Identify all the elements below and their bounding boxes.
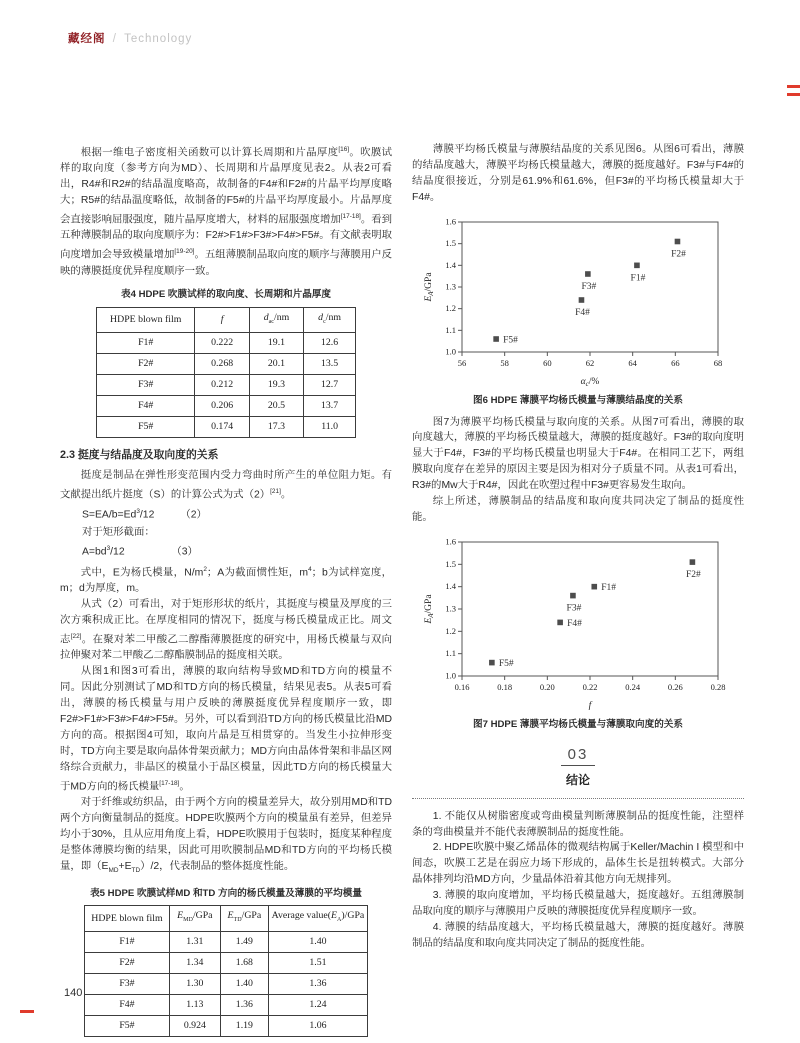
svg-text:66: 66 [671,357,680,368]
conclusion-title: 结论 [565,772,590,787]
table5-col-emd: $E_{MD}$/GPa [169,906,220,932]
svg-text:58: 58 [500,357,509,368]
svg-text:1.5: 1.5 [445,558,456,569]
table-cell: 1.19 [220,1015,268,1036]
table-cell: 20.1 [249,354,303,375]
table4-col-film: HDPE blown film [97,307,195,333]
table-cell: 0.212 [195,375,249,396]
table-row [85,974,368,995]
table4-caption: 表4 HDPE 吹膜试样的取向度、长周期和片晶厚度 [120,288,331,300]
paragraph-orientation-modulus: 图7为薄膜平均杨氏模量与取向度的关系。从图7可看出，薄膜的取向度越大，薄膜的平均杨氏模量越大，薄膜的挺度越好。F3#的取向度明显大于F4#，F3#的平均杨氏模量也明显大于F4#。在相同工艺下，两组膜取向度存在差异的原因主要是因为相对分子质量不同。从表1可看出，R3#的Mw大于R4#，因此在吹塑过程中F3#更容易发生取向。 [412,416,744,492]
table-cell: 1.24 [268,994,367,1015]
page-header [68,30,192,46]
table-cell: F4# [85,994,170,1015]
table-cell: 0.268 [195,354,249,375]
svg-text:f: f [588,700,592,711]
svg-text:1.4: 1.4 [445,259,456,270]
header-section-label: Technology [124,33,193,45]
page-number: 140 [64,987,83,999]
table-cell: F2# [85,953,170,974]
data-point-label: F2# [671,249,686,260]
data-point-F3 [585,271,591,277]
paragraph-formula-symbols: 式中，E为杨氏模量，$N/m^2$；A为截面惯性矩，$m^4$；b为试样宽度，m；d为厚度，m。 [60,565,392,595]
section-2-3-heading: 2.3 挺度与结晶度及取向度的关系 [60,448,219,461]
table5-col-etd: $E_{TD}$/GPa [220,906,268,932]
table-cell: 1.51 [268,953,367,974]
svg-text:EA/GPa: $E_A$/GPa [424,594,435,624]
table5-modulus-data [84,905,368,1036]
svg-text:1.2: 1.2 [445,625,456,636]
svg-text:62: 62 [585,357,595,368]
table-row [85,932,368,953]
table-cell: 1.30 [169,974,220,995]
table-cell: 20.5 [249,396,303,417]
table5-header-row [85,906,368,932]
table-row [85,994,368,1015]
paragraph-stiffness-modulus: 从式（2）可看出，对于矩形形状的纸片，其挺度与模量及厚度的三次方乘积成正比。在厚度相同的情况下，挺度与杨氏模量成正比。周文志[22]。在聚对苯二甲酸乙二醇酯薄膜挺度的研究中，用杨氏模量与双向拉伸聚对苯二甲酸乙二醇酯膜制品的挺度相关联。 [60,599,393,662]
svg-text:60: 60 [543,357,552,368]
table4-col-f: f [195,307,249,333]
table-cell: 1.13 [169,994,220,1015]
data-point-F2 [675,238,681,244]
figure6 [412,212,744,409]
table-row [97,354,356,375]
dotted-rule [412,798,744,799]
table-row [85,1015,368,1036]
paragraph-stiffness-definition: 挺度是制品在弹性形变范围内受力弯曲时所产生的单位阻力矩。有文献提出纸片挺度（S）的计算公式为式（2）[21]。 [60,469,392,501]
table-cell: 0.924 [169,1015,220,1036]
svg-text:αc/%: $\alpha_c/\%$ [580,376,600,388]
table-cell: 1.36 [268,974,367,995]
paragraph-md-td-modulus: 从图1和图3可看出，薄膜的取向结构导致MD和TD方向的模量不同。因此分别测试了MD和TD方向的杨氏模量，结果见表5。从表5可看出，薄膜的杨氏模量与用户反映的薄膜挺度优异程度顺序一致，即F2#>F1#>F3#>F4#>F5#。另外，可以看到沿TD方向的杨氏模量比沿MD方向的高。根据图4可知，取向片晶是互相贯穿的。当发生小拉伸形变时，TD方向主要是取向晶体骨架贡献力；MD方向由晶体骨架和非晶区网络综合贡献力，非晶区的模量小于晶区模量，因此TD方向的杨氏模量大于MD方向的杨氏模量[17-18]。 [60,666,392,792]
data-point-F1 [634,262,640,268]
table-cell: 17.3 [249,417,303,438]
data-point-F3 [570,593,576,599]
table-cell: 1.40 [268,932,367,953]
table-cell: 1.34 [169,953,220,974]
figure6-scatter-plot [420,212,736,392]
table-cell: 0.222 [195,333,249,354]
conclusion-item-4: 4. 薄膜的结晶度越大，平均杨氏模量越大，薄膜的挺度越好。薄膜制品的结晶度和取向度共同决定了制品的挺度性能。 [412,921,744,949]
paragraph-average-modulus: 对于纤维或纺织品，由于两个方向的模量差异大，故分别用MD和TD两个方向衡量制品的挺度。HDPE吹膜两个方向的模量虽有差异，但差异均小于30%，且从应用角度上看，HDPE吹膜用于包装时，挺度某种程度是整体薄膜均衡的结果，因此可用吹膜制品MD和TD方向的平均杨氏模量，即$(E_{MD}+E_{TD})/2$，代表制品的整体挺度性能。 [60,796,392,874]
svg-text:68: 68 [713,357,723,368]
paragraph-summary: 综上所述，薄膜制品的结晶度和取向度共同决定了制品的挺度性能。 [412,496,744,523]
svg-text:0.28: 0.28 [710,681,726,692]
svg-text:64: 64 [628,357,637,368]
table-cell: 12.7 [304,375,356,396]
table4-orientation-data [96,307,356,438]
data-point-F5 [489,660,495,666]
table-cell: F5# [85,1015,170,1036]
table-cell: 13.7 [304,396,356,417]
right-column [412,142,744,952]
table-row [97,375,356,396]
svg-text:0.22: 0.22 [582,681,598,692]
table-cell: 13.5 [304,354,356,375]
figure7-scatter-plot [420,532,736,716]
table-cell: F3# [85,974,170,995]
page-edge-marker-top-1 [787,85,800,88]
svg-text:1.5: 1.5 [445,237,456,248]
figure6-caption: 图6 HDPE 薄膜平均杨氏模量与薄膜结晶度的关系 [472,394,683,406]
table4-col-dc: $d_c/nm$ [304,307,356,333]
data-point-label: F2# [686,569,701,580]
table-cell: 1.49 [220,932,268,953]
data-point-label: F3# [581,281,597,292]
paragraph-crystallinity-modulus: 薄膜平均杨氏模量与薄膜结晶度的关系见图6。从图6可看出，薄膜的结晶度越大，薄膜平均杨氏模量越大，薄膜的挺度越好。F3#与F4#的结晶度很接近，分别是61.9%和61.6%，但F3#的平均杨氏模量却大于F4#。 [412,144,744,203]
table-cell: 1.40 [220,974,268,995]
svg-text:56: 56 [457,357,467,368]
conclusion-item-1: 1. 不能仅从树脂密度或弯曲模量判断薄膜制品的挺度性能，注塑样条的弯曲模量并不能代表薄膜制品的挺度性能。 [412,810,744,838]
table-cell: 0.174 [195,417,249,438]
table-cell: F1# [97,333,195,354]
table5-body [85,932,368,1037]
page-edge-marker-bottom [20,1010,34,1013]
table-cell: F4# [97,396,195,417]
formula-intro-text: 对于矩形截面： [82,526,155,538]
data-point-label: F4# [567,618,582,629]
formula-2: $S=EA/b=Ed^3/12$ （2） [82,508,207,521]
table4-header-row [97,307,356,333]
data-point-F4 [557,619,563,625]
data-point-F5 [493,336,499,342]
brand-title: 藏经阁 [68,33,106,45]
table-cell: 1.31 [169,932,220,953]
conclusion-item-3: 3. 薄膜的取向度增加，平均杨氏模量越大，挺度越好。五组薄膜制品取向度的顺序与薄膜用户反映的薄膜挺度优异程度顺序一致。 [412,890,744,918]
svg-text:0.18: 0.18 [497,681,513,692]
svg-text:1.1: 1.1 [445,324,456,335]
svg-text:1.2: 1.2 [445,302,456,313]
table4-body [97,333,356,438]
formula-3: $A=bd^3/12$ （3） [82,545,198,558]
svg-text:1.0: 1.0 [445,670,456,681]
table-cell: F2# [97,354,195,375]
data-point-label: F4# [575,307,590,318]
page-edge-marker-top-2 [787,93,800,96]
svg-text:EA/GPa: $E_A$/GPa [424,272,435,302]
table-cell: 1.68 [220,953,268,974]
paragraph-orientation-results: 根据一维电子密度相关函数可以计算长周期和片晶厚度[16]。吹膜试样的取向度（参考方向为MD）、长周期和片晶厚度见表2。从表2可看出，R4#和R2#的结晶温度略高，故制备的F4#和F2#的片晶平均厚度略大；R5#的结晶温度略低，故制备的F5#的片晶平均厚度最小。片晶厚度会直接影响屈服强度，随片晶厚度增大，材料的屈服强度增加[17-18]。看到五种薄膜制品的取向度顺序为：F2#>F1#>F3#>F4#>F5#。有文献表明取向度增加会导致模量增加[19-20]。五组薄膜制品取向度的顺序与薄膜用户反映的薄膜挺度优异程度顺序一致。 [60,146,393,277]
table-row [97,396,356,417]
section-number: 03 [561,747,596,766]
header-separator: / [112,33,117,45]
table-cell: 12.6 [304,333,356,354]
table5-caption: 表5 HDPE 吹膜试样MD 和TD 方向的杨氏模量及薄膜的平均模量 [90,887,362,899]
data-point-label: F1# [630,272,646,283]
svg-text:0.24: 0.24 [625,681,641,692]
figure7-caption: 图7 HDPE 薄膜平均杨氏模量与薄膜取向度的关系 [472,718,683,730]
table-row [85,953,368,974]
data-point-label: F5# [503,335,518,346]
svg-text:0.26: 0.26 [667,681,683,692]
svg-text:0.16: 0.16 [454,681,470,692]
data-point-label: F1# [601,583,617,594]
svg-text:1.3: 1.3 [445,281,456,292]
figure7 [412,532,744,733]
table5-col-film: HDPE blown film [85,906,170,932]
table-cell: F3# [97,375,195,396]
data-point-label: F5# [498,658,514,669]
table-cell: 19.1 [249,333,303,354]
table5-col-average: Average $value(E_A)$/GPa [268,906,367,932]
svg-text:1.0: 1.0 [445,346,456,357]
table4-col-dac: $d_{ac}/nm$ [249,307,303,333]
table-row [97,333,356,354]
svg-text:1.6: 1.6 [445,536,456,547]
data-point-F4 [579,297,585,303]
conclusion-item-2: 2. HDPE吹膜中聚乙烯晶体的微观结构属于Keller/Machin I 模型和中间态，吹膜工艺是在弱应力场下形成的，晶体生长是扭转模式。大部分晶体排列均沿MD方向，少量晶体沿着其他方向无规排列。 [412,842,744,886]
conclusion-header [412,747,744,799]
table-cell: F1# [85,932,170,953]
data-point-F1 [591,584,597,590]
table-cell: 1.36 [220,994,268,1015]
table-row [97,417,356,438]
table-cell: 11.0 [304,417,356,438]
data-point-F2 [690,559,696,565]
svg-text:1.1: 1.1 [445,648,456,659]
table-cell: F5# [97,417,195,438]
svg-text:0.20: 0.20 [539,681,555,692]
table-cell: 1.06 [268,1015,367,1036]
table-cell: 19.3 [249,375,303,396]
svg-text:1.6: 1.6 [445,216,456,227]
data-point-label: F3# [566,603,582,614]
left-column [60,142,392,1037]
svg-text:1.4: 1.4 [445,581,456,592]
svg-text:1.3: 1.3 [445,603,456,614]
table-cell: 0.206 [195,396,249,417]
